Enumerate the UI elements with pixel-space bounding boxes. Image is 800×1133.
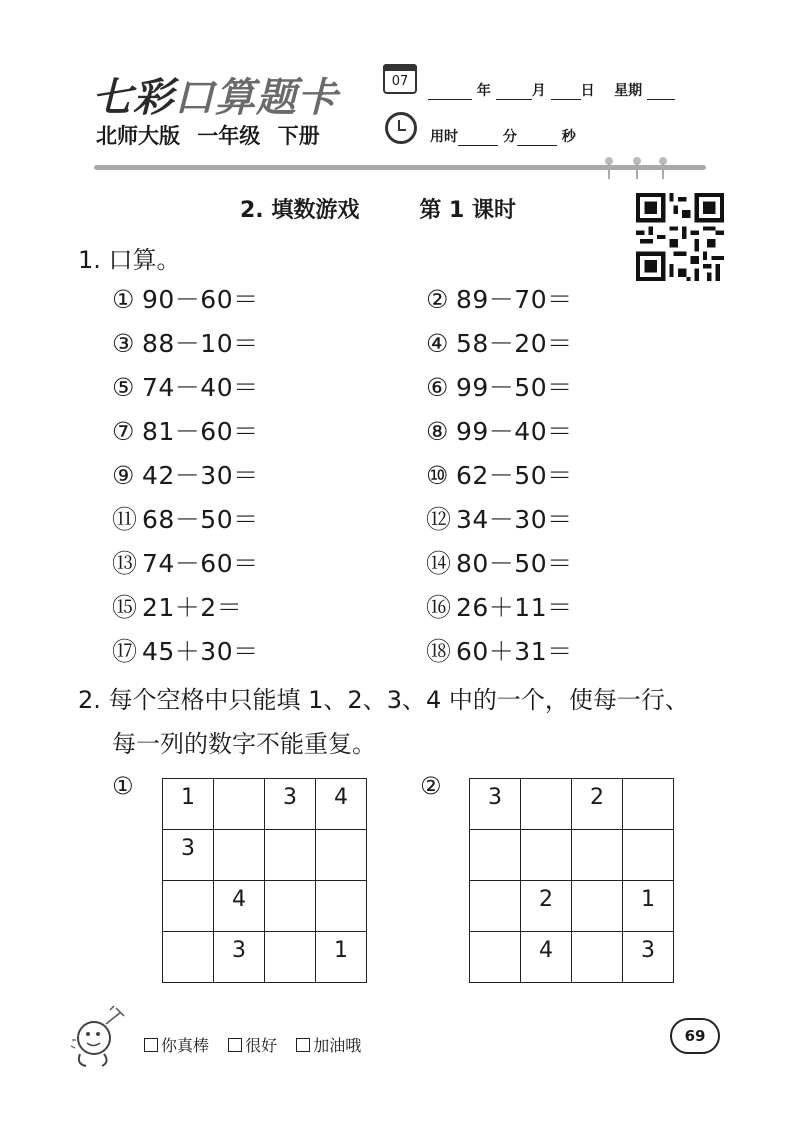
grid-cell[interactable]: [470, 932, 521, 983]
item-expression: 99－40＝: [456, 417, 573, 446]
q2-line1: 2. 每个空格中只能填 1、2、3、4 中的一个，使每一行、: [78, 686, 689, 714]
weekday-label: 星期: [614, 83, 643, 99]
day-blank[interactable]: [551, 85, 581, 100]
grid-cell: 3: [623, 932, 674, 983]
grid-cell: 3: [214, 932, 265, 983]
calendar-icon: [383, 64, 417, 94]
item-number: ③: [112, 329, 135, 358]
item-expression: 80－50＝: [456, 549, 573, 578]
item-expression: 60＋31＝: [456, 637, 573, 666]
grid-cell[interactable]: [265, 830, 316, 881]
grid-cell[interactable]: [214, 830, 265, 881]
calc-item[interactable]: [426, 632, 573, 668]
weekday-blank[interactable]: [647, 85, 675, 100]
brand-part1: 七彩: [92, 74, 174, 121]
grid-cell: 3: [163, 830, 214, 881]
rating-option-1[interactable]: [144, 1036, 209, 1055]
grid1-label: ①: [112, 772, 134, 800]
rating-option-2[interactable]: [228, 1036, 277, 1055]
calc-item[interactable]: [426, 324, 573, 360]
grid-cell[interactable]: [265, 932, 316, 983]
rating-options: [144, 1033, 361, 1056]
mascot-illustration: [66, 1002, 136, 1072]
item-number: ⑤: [112, 373, 135, 402]
grid-cell[interactable]: [265, 881, 316, 932]
year-label: 年: [476, 83, 491, 99]
grid-cell: 2: [572, 779, 623, 830]
checkbox-icon[interactable]: [296, 1038, 310, 1052]
calc-item[interactable]: [112, 500, 259, 536]
second-label: 秒: [561, 129, 576, 145]
item-number: ⑪: [112, 505, 138, 534]
lesson-name: 2. 填数游戏: [240, 198, 360, 223]
pin-decoration: [608, 157, 612, 179]
item-number: ⑱: [426, 637, 452, 666]
calc-item[interactable]: [426, 588, 573, 624]
grid-cell: 4: [214, 881, 265, 932]
calc-item[interactable]: [426, 412, 573, 448]
calc-item[interactable]: [426, 456, 573, 492]
sudoku-grid-2: [469, 778, 674, 983]
item-expression: 74－40＝: [142, 373, 259, 402]
item-number: ④: [426, 329, 449, 358]
grid-cell[interactable]: [521, 830, 572, 881]
calc-item[interactable]: [112, 588, 242, 624]
checkbox-icon[interactable]: [228, 1038, 242, 1052]
time-used-label: 用时: [430, 129, 458, 145]
item-expression: 62－50＝: [456, 461, 573, 490]
calc-item[interactable]: [426, 544, 573, 580]
grid-cell[interactable]: [572, 932, 623, 983]
qr-code-icon: [636, 193, 724, 281]
item-number: ⑥: [426, 373, 449, 402]
month-label: 月: [531, 83, 546, 99]
grid-cell: 1: [316, 932, 367, 983]
item-expression: 74－60＝: [142, 549, 259, 578]
grid-cell: 4: [316, 779, 367, 830]
grid-cell[interactable]: [623, 779, 674, 830]
rating-label-1: 你真棒: [161, 1036, 210, 1055]
second-blank[interactable]: [517, 131, 557, 146]
calc-item[interactable]: [426, 500, 573, 536]
item-expression: 68－50＝: [142, 505, 259, 534]
q2-instructions: [78, 678, 689, 766]
item-expression: 99－50＝: [456, 373, 573, 402]
item-number: ⑦: [112, 417, 135, 446]
grid-cell[interactable]: [470, 881, 521, 932]
calc-item[interactable]: [112, 324, 259, 360]
item-expression: 26＋11＝: [456, 593, 573, 622]
grid-cell[interactable]: [572, 830, 623, 881]
item-expression: 58－20＝: [456, 329, 573, 358]
item-expression: 42－30＝: [142, 461, 259, 490]
pin-decoration: [636, 157, 640, 179]
item-expression: 81－60＝: [142, 417, 259, 446]
grid2-label: ②: [420, 772, 442, 800]
item-expression: 45＋30＝: [142, 637, 259, 666]
grid-cell[interactable]: [623, 830, 674, 881]
grid-cell: 1: [163, 779, 214, 830]
calc-item[interactable]: [426, 280, 573, 316]
item-expression: 88－10＝: [142, 329, 259, 358]
item-expression: 90－60＝: [142, 285, 259, 314]
brand-part2: 口算题卡: [174, 74, 338, 121]
grid-cell: 4: [521, 932, 572, 983]
month-blank[interactable]: [496, 85, 532, 100]
grid-cell: 1: [623, 881, 674, 932]
item-number: ⑬: [112, 549, 138, 578]
calc-item[interactable]: [426, 368, 573, 404]
grid-cell: 3: [265, 779, 316, 830]
grid-cell[interactable]: [214, 779, 265, 830]
item-number: ⑰: [112, 637, 138, 666]
edition-subtitle: 北师大版 一年级 下册: [96, 124, 320, 148]
pin-decoration: [662, 157, 666, 179]
item-number: ⑭: [426, 549, 452, 578]
clock-icon: [385, 112, 417, 144]
lesson-title: [240, 193, 516, 224]
year-blank[interactable]: [428, 85, 472, 100]
item-expression: 34－30＝: [456, 505, 573, 534]
calc-item[interactable]: [112, 280, 259, 316]
calendar-day: 07: [391, 74, 409, 89]
item-expression: 21＋2＝: [142, 593, 243, 622]
grid-cell[interactable]: [470, 830, 521, 881]
page-number: 69: [670, 1018, 720, 1054]
q2-line2: 每一列的数字不能重复。: [112, 730, 376, 758]
sudoku-grid-1: [162, 778, 367, 983]
calc-item[interactable]: [112, 368, 259, 404]
q1-heading: 1. 口算。: [78, 246, 181, 274]
item-number: ⑮: [112, 593, 138, 622]
calc-item[interactable]: [112, 544, 259, 580]
date-fields: [428, 80, 675, 100]
grid-cell[interactable]: [163, 881, 214, 932]
day-label: 日: [580, 83, 595, 99]
lesson-period: 第 1 课时: [419, 198, 516, 223]
calc-item[interactable]: [112, 632, 259, 668]
rating-label-3: 加油哦: [313, 1036, 362, 1055]
time-fields: [430, 126, 576, 146]
grid-cell[interactable]: [572, 881, 623, 932]
header-divider: [94, 165, 706, 170]
minute-blank[interactable]: [458, 131, 498, 146]
minute-label: 分: [502, 129, 517, 145]
item-number: ①: [112, 285, 135, 314]
item-number: ⑨: [112, 461, 135, 490]
item-number: ②: [426, 285, 449, 314]
grid-cell: 2: [521, 881, 572, 932]
item-number: ⑧: [426, 417, 449, 446]
item-number: ⑯: [426, 593, 452, 622]
calc-item[interactable]: [112, 412, 259, 448]
checkbox-icon[interactable]: [144, 1038, 158, 1052]
rating-label-2: 很好: [245, 1036, 278, 1055]
grid-cell[interactable]: [521, 779, 572, 830]
brand-logo: [92, 66, 338, 123]
rating-option-3[interactable]: [296, 1036, 361, 1055]
item-expression: 89－70＝: [456, 285, 573, 314]
grid-cell[interactable]: [163, 932, 214, 983]
grid-cell[interactable]: [316, 881, 367, 932]
item-number: ⑫: [426, 505, 452, 534]
grid-cell: 3: [470, 779, 521, 830]
grid-cell[interactable]: [316, 830, 367, 881]
calc-item[interactable]: [112, 456, 259, 492]
item-number: ⑩: [426, 461, 449, 490]
